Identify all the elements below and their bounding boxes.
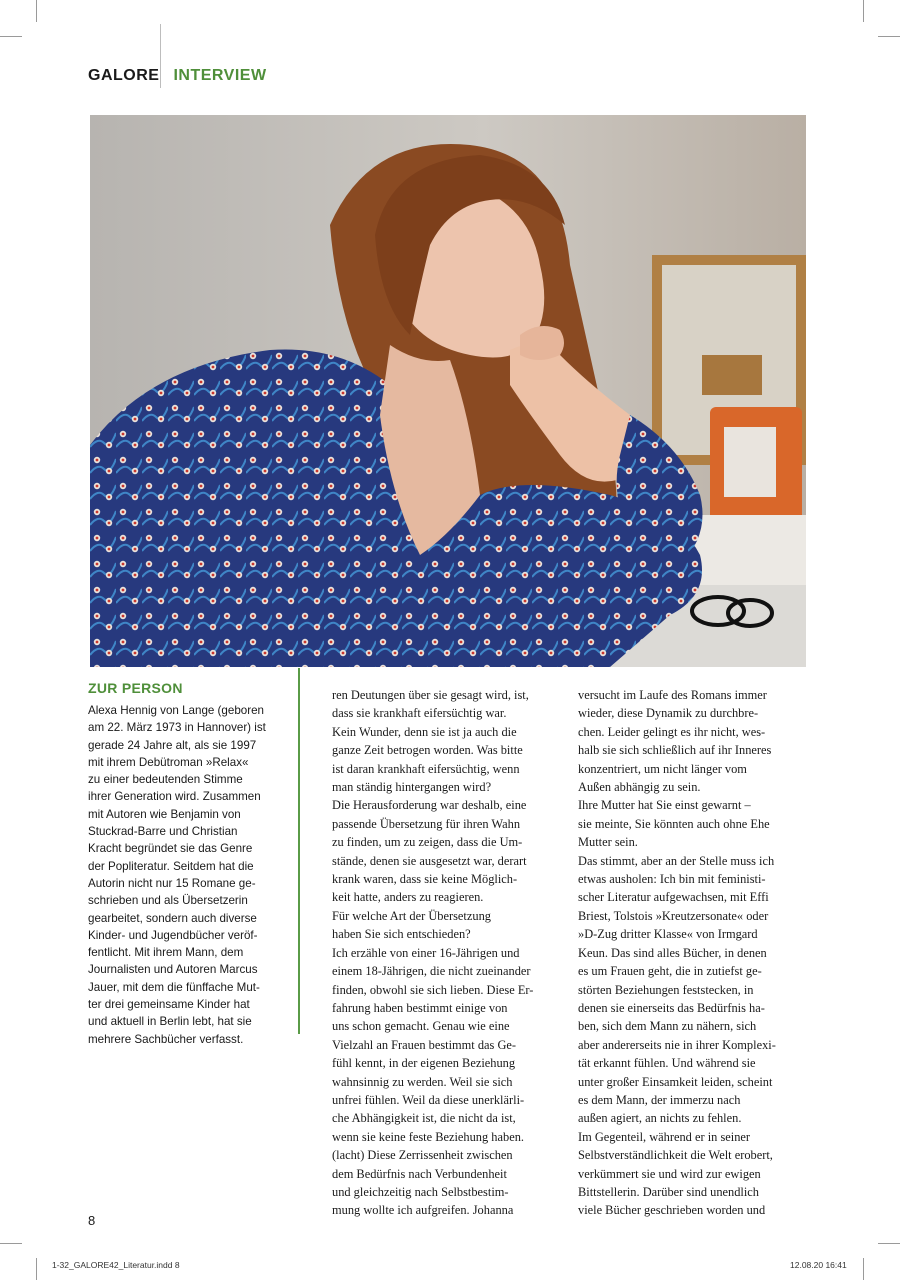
text-line: Briest, Tolstois »Kreutzersonate« oder <box>578 908 769 923</box>
print-slug-date: 12.08.20 16:41 <box>790 1260 847 1270</box>
text-line: Die Herausforderung war deshalb, eine <box>332 798 527 813</box>
crop-mark <box>878 1243 900 1244</box>
person-sidebar <box>88 680 288 1048</box>
sidebar-line: mit Autoren wie Benjamin von <box>88 807 241 821</box>
text-line: uns schon gemacht. Genau wie eine <box>332 1019 510 1034</box>
text-line: wahnsinnig zu werden. Weil sie sich <box>332 1074 513 1089</box>
text-line: Vielzahl an Frauen bestimmt das Ge- <box>332 1037 517 1052</box>
sidebar-text <box>88 702 288 1048</box>
crop-mark <box>36 0 37 22</box>
text-line: sie meinte, Sie könnten auch ohne Ehe <box>578 816 770 831</box>
sidebar-line: mehrere Sachbücher verfasst. <box>88 1032 244 1046</box>
text-line: ben, sich dem Mann zu nähern, sich <box>578 1019 757 1034</box>
text-line: Im Gegenteil, während er in seiner <box>578 1129 751 1144</box>
sidebar-line: gerade 24 Jahre alt, als sie 1997 <box>88 738 257 752</box>
crop-mark <box>863 1258 864 1280</box>
text-line: scher Literatur aufgewachsen, mit Effi <box>578 890 769 905</box>
text-line: Ihre Mutter hat Sie einst gewarnt – <box>578 798 751 813</box>
text-line: viele Bücher geschrieben worden und <box>578 1203 766 1218</box>
text-line: passende Übersetzung für ihren Wahn <box>332 816 521 831</box>
sidebar-line: Kracht begründet sie das Genre <box>88 842 253 856</box>
sidebar-line: Journalisten und Autoren Marcus <box>88 963 258 977</box>
portrait-illustration <box>90 115 806 667</box>
crop-mark <box>863 0 864 22</box>
text-line: halb sie sich schließlich auf ihr Inneres <box>578 743 772 758</box>
sidebar-divider <box>298 668 300 1034</box>
sidebar-line: Autorin nicht nur 15 Romane ge- <box>88 876 256 890</box>
section-label: INTERVIEW <box>173 67 267 84</box>
article-column-1 <box>332 686 562 1220</box>
text-line: etwas ausholen: Ich bin mit feministi- <box>578 872 766 887</box>
text-line: es dem Mann, der immerzu nach <box>578 1092 741 1107</box>
text-line: einem 18-Jährigen, die nicht zueinander <box>332 964 531 979</box>
page-number: 8 <box>88 1213 96 1228</box>
text-line: versucht im Laufe des Romans immer <box>578 688 767 702</box>
sidebar-line: Jauer, mit dem die fünffache Mut- <box>88 980 260 994</box>
text-line: Ich erzähle von einer 16-Jährigen und <box>332 945 520 960</box>
crop-mark <box>0 1243 22 1244</box>
magazine-brand: GALORE <box>88 67 160 84</box>
text-line: fahrung haben bestimmt einige von <box>332 1000 508 1015</box>
sidebar-line: gearbeitet, sondern auch diverse <box>88 911 257 925</box>
text-line: Für welche Art der Übersetzung <box>332 908 491 923</box>
text-line: außen agiert, an nichts zu fehlen. <box>578 1111 742 1126</box>
text-line: chen. Leider gelingt es ihr nicht, wes- <box>578 724 766 739</box>
crop-mark <box>36 1258 37 1280</box>
text-line: Bittstellerin. Darüber sind unendlich <box>578 1184 760 1199</box>
text-line: che Abhängigkeit ist, die nicht da ist, <box>332 1111 516 1126</box>
text-line: es um Frauen geht, die in zutiefst ge- <box>578 964 762 979</box>
text-line: aber andererseits nie in ihrer Komplexi- <box>578 1037 776 1052</box>
text-line: wieder, diese Dynamik zu durchbre- <box>578 706 759 721</box>
text-line: verkümmert sie und wird zur ewigen <box>578 1166 761 1181</box>
text-line: haben Sie sich entschieden? <box>332 927 471 942</box>
text-line: Das stimmt, aber an der Stelle muss ich <box>578 853 775 868</box>
text-line: »D-Zug dritter Klasse« von Irmgard <box>578 927 758 942</box>
sidebar-line: Kinder- und Jugendbücher veröf- <box>88 928 258 942</box>
sidebar-title: ZUR PERSON <box>88 680 183 696</box>
sidebar-line: Stuckrad-Barre und Christian <box>88 825 238 839</box>
page-header <box>88 62 267 90</box>
sidebar-line: der Popliteratur. Seitdem hat die <box>88 859 254 873</box>
text-line: ren Deutungen über sie gesagt wird, ist, <box>332 688 529 702</box>
text-line: wenn sie keine feste Beziehung haben. <box>332 1129 524 1144</box>
text-line: krank waren, dass sie keine Möglich- <box>332 872 518 887</box>
sidebar-line: ter drei gemeinsame Kinder hat <box>88 998 250 1012</box>
text-line: keit hatte, anders zu reagieren. <box>332 890 484 905</box>
sidebar-line: mit ihrem Debütroman »Relax« <box>88 755 249 769</box>
text-line: unter großer Einsamkeit leiden, scheint <box>578 1074 773 1089</box>
sidebar-line: am 22. März 1973 in Hannover) ist <box>88 721 266 735</box>
sidebar-line: Alexa Hennig von Lange (geboren <box>88 704 264 717</box>
text-line: stände, denen sie ausgesetzt war, derart <box>332 853 527 868</box>
text-line: ist daran krankhaft eifersüchtig, wenn <box>332 761 520 776</box>
text-line: und gleichzeitig nach Selbstbestim- <box>332 1184 509 1199</box>
text-line: Außen abhängig zu sein. <box>578 780 701 795</box>
text-line: Kein Wunder, denn sie ist ja auch die <box>332 724 517 739</box>
text-line: finden, obwohl sie sich lieben. Diese Er- <box>332 982 534 997</box>
article-column-2 <box>578 686 808 1220</box>
print-slug-file: 1-32_GALORE42_Literatur.indd 8 <box>52 1260 180 1270</box>
text-line: konzentriert, um nicht länger vom <box>578 761 747 776</box>
portrait-photo <box>90 115 806 667</box>
text-line: man ständig hintergangen wird? <box>332 780 492 795</box>
text-line: (lacht) Diese Zerrissenheit zwischen <box>332 1148 513 1163</box>
text-line: denen sie einerseits das Bedürfnis ha- <box>578 1000 765 1015</box>
sidebar-line: schrieben und als Übersetzerin <box>88 894 248 908</box>
text-line: störten Beziehungen feststecken, in <box>578 982 754 997</box>
crop-mark <box>878 36 900 37</box>
text-line: fühl kennt, in der eigenen Beziehung <box>332 1056 516 1071</box>
text-line: mung wollte ich aufgreifen. Johanna <box>332 1203 514 1218</box>
text-line: dass sie krankhaft eifersüchtig war. <box>332 706 507 721</box>
text-line: Keun. Das sind alles Bücher, in denen <box>578 945 767 960</box>
sidebar-line: und aktuell in Berlin lebt, hat sie <box>88 1015 252 1029</box>
header-divider <box>160 24 161 88</box>
text-line: Mutter sein. <box>578 835 638 850</box>
sidebar-line: fentlicht. Mit ihrem Mann, dem <box>88 946 244 960</box>
sidebar-line: ihrer Generation wird. Zusammen <box>88 790 261 804</box>
crop-mark <box>0 36 22 37</box>
text-line: unfrei fühlen. Weil da diese unerklärli- <box>332 1092 525 1107</box>
text-line: dem Bedürfnis nach Verbundenheit <box>332 1166 507 1181</box>
text-line: Selbstverständlichkeit die Welt erobert, <box>578 1148 773 1163</box>
sidebar-line: zu einer bedeutenden Stimme <box>88 773 243 787</box>
text-line: tät erkannt fühlen. Und während sie <box>578 1056 756 1071</box>
text-line: zu finden, um zu zeigen, dass die Um- <box>332 835 523 850</box>
text-line: ganze Zeit betrogen worden. Was bitte <box>332 743 523 758</box>
